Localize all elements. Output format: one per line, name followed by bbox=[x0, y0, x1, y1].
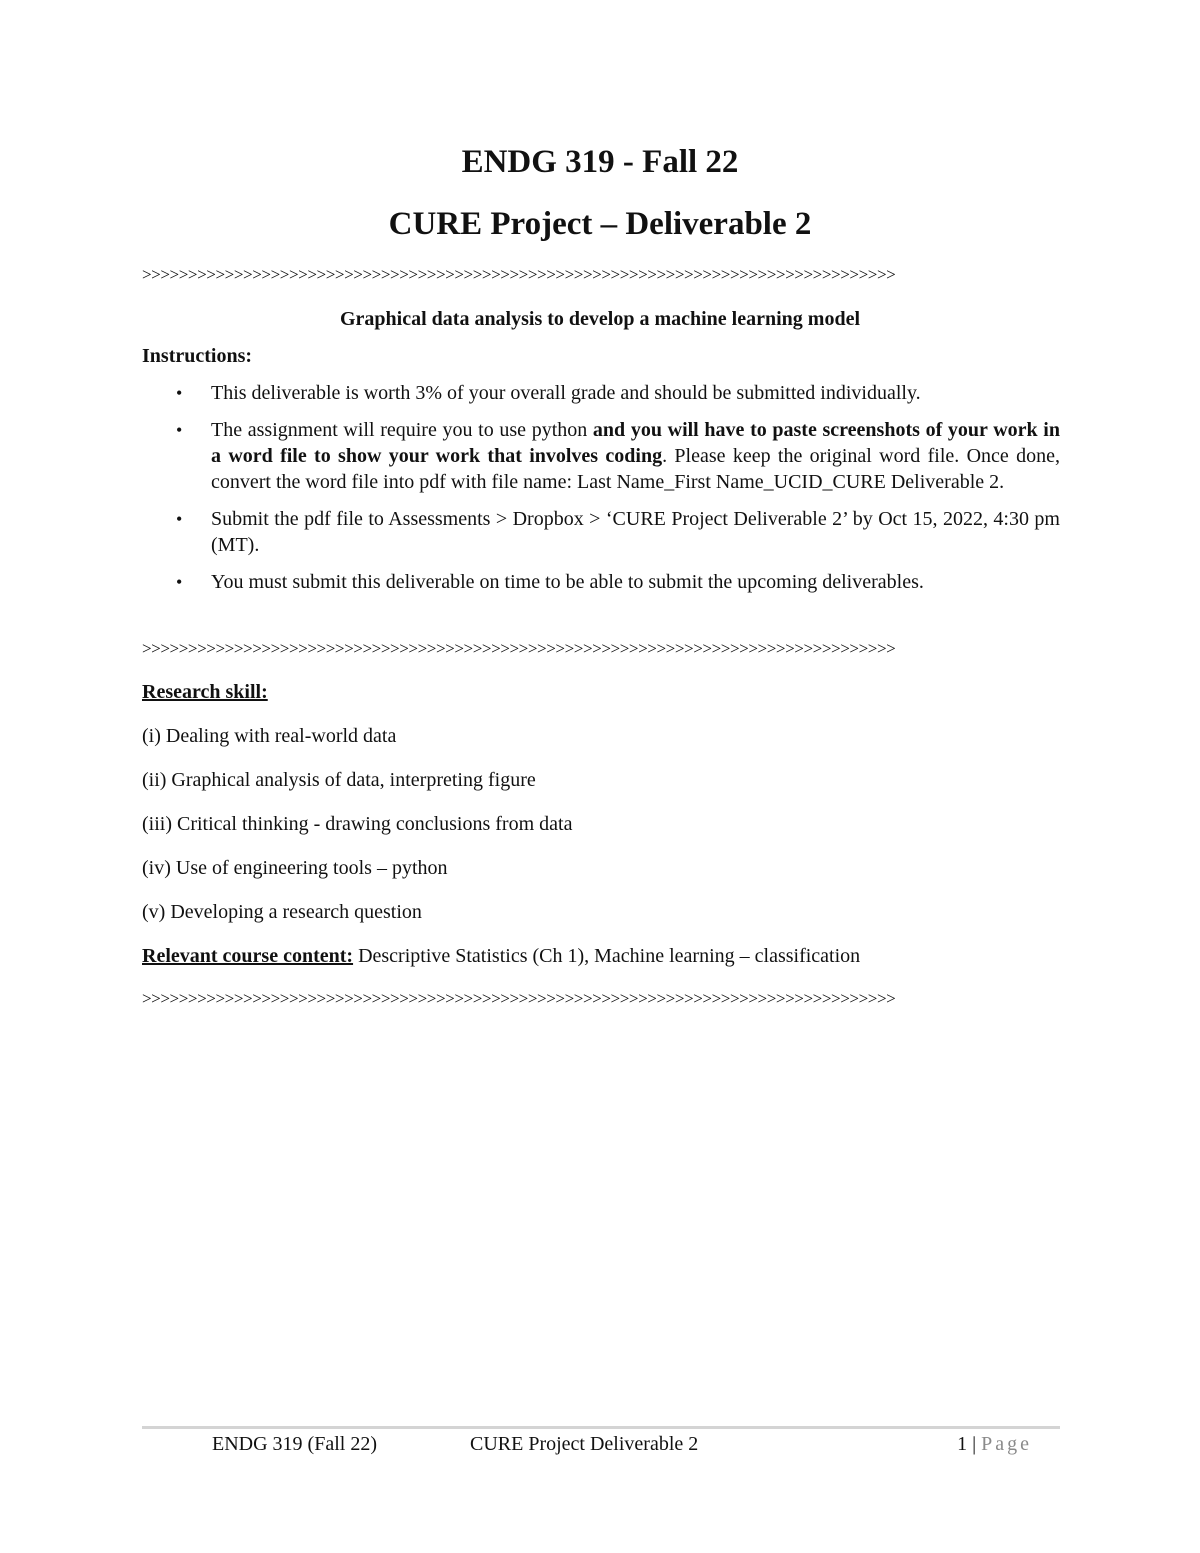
list-item bbox=[142, 569, 1060, 595]
deliverable-title: CURE Project – Deliverable 2 bbox=[388, 206, 812, 242]
course-title: ENDG 319 - Fall 22 bbox=[461, 144, 739, 180]
instructions-heading: Instructions: bbox=[142, 345, 253, 367]
research-skill-item: (i) Dealing with real-world data bbox=[142, 725, 397, 747]
page-number: 1 bbox=[957, 1433, 968, 1455]
research-skill-item: (iii) Critical thinking - drawing conclusions from data bbox=[142, 813, 573, 835]
list-item bbox=[142, 380, 1060, 406]
bullet-icon: • bbox=[176, 509, 183, 529]
research-skill-heading: Research skill: bbox=[142, 681, 268, 703]
instructions-list bbox=[142, 380, 1060, 595]
footer-course: ENDG 319 (Fall 22) bbox=[212, 1433, 377, 1455]
deliverable-subtitle: Graphical data analysis to develop a machine learning model bbox=[339, 308, 861, 330]
list-item bbox=[142, 417, 1060, 495]
instruction-text-2-end: . Please keep the original word file. Once done, convert the word file into pdf with file name: Last Name_First Name_UCID_CURE Deliverable 2. bbox=[211, 445, 1060, 493]
research-skill-item: (ii) Graphical analysis of data, interpreting figure bbox=[142, 769, 536, 791]
page-divider: | bbox=[967, 1433, 982, 1455]
bullet-icon: • bbox=[176, 420, 183, 440]
separator-line-1: >>>>>>>>>>>>>>>>>>>>>>>>>>>>>>>>>>>>>>>>>>>>>>>>>>>>>>>>>>>>>>>>>>>>>>>>>>>>>>>>>> bbox=[142, 265, 896, 284]
instruction-text-4: You must submit this deliverable on time to be able to submit the upcoming deliverables. bbox=[211, 571, 924, 593]
relevant-content-label: Relevant course content: bbox=[142, 945, 354, 967]
footer-divider bbox=[142, 1426, 1060, 1429]
footer-document-title: CURE Project Deliverable 2 bbox=[470, 1433, 699, 1455]
bullet-icon: • bbox=[176, 383, 183, 403]
instruction-text-3: Submit the pdf file to Assessments > Dropbox > ‘CURE Project Deliverable 2’ by Oct 15, 2022, 4:30 pm (MT). bbox=[211, 508, 1060, 556]
separator-line-3: >>>>>>>>>>>>>>>>>>>>>>>>>>>>>>>>>>>>>>>>>>>>>>>>>>>>>>>>>>>>>>>>>>>>>>>>>>>>>>>>>> bbox=[142, 989, 896, 1008]
research-skill-item: (v) Developing a research question bbox=[142, 901, 422, 923]
instruction-text-2-bold: and you will have to paste screenshots of your work in a word file to show your work that involves coding bbox=[211, 419, 1060, 467]
footer-page-number bbox=[957, 1431, 1032, 1457]
page-label: Page bbox=[981, 1433, 1032, 1455]
instruction-text-2-start: The assignment will require you to use python bbox=[211, 419, 593, 441]
instruction-text-1: This deliverable is worth 3% of your overall grade and should be submitted individually. bbox=[211, 382, 921, 404]
relevant-content-text: Descriptive Statistics (Ch 1), Machine learning – classification bbox=[353, 945, 861, 967]
bullet-icon: • bbox=[176, 572, 183, 592]
list-item bbox=[142, 506, 1060, 558]
relevant-course-content bbox=[142, 943, 860, 969]
research-skill-item: (iv) Use of engineering tools – python bbox=[142, 857, 448, 879]
separator-line-2: >>>>>>>>>>>>>>>>>>>>>>>>>>>>>>>>>>>>>>>>>>>>>>>>>>>>>>>>>>>>>>>>>>>>>>>>>>>>>>>>>> bbox=[142, 639, 896, 658]
